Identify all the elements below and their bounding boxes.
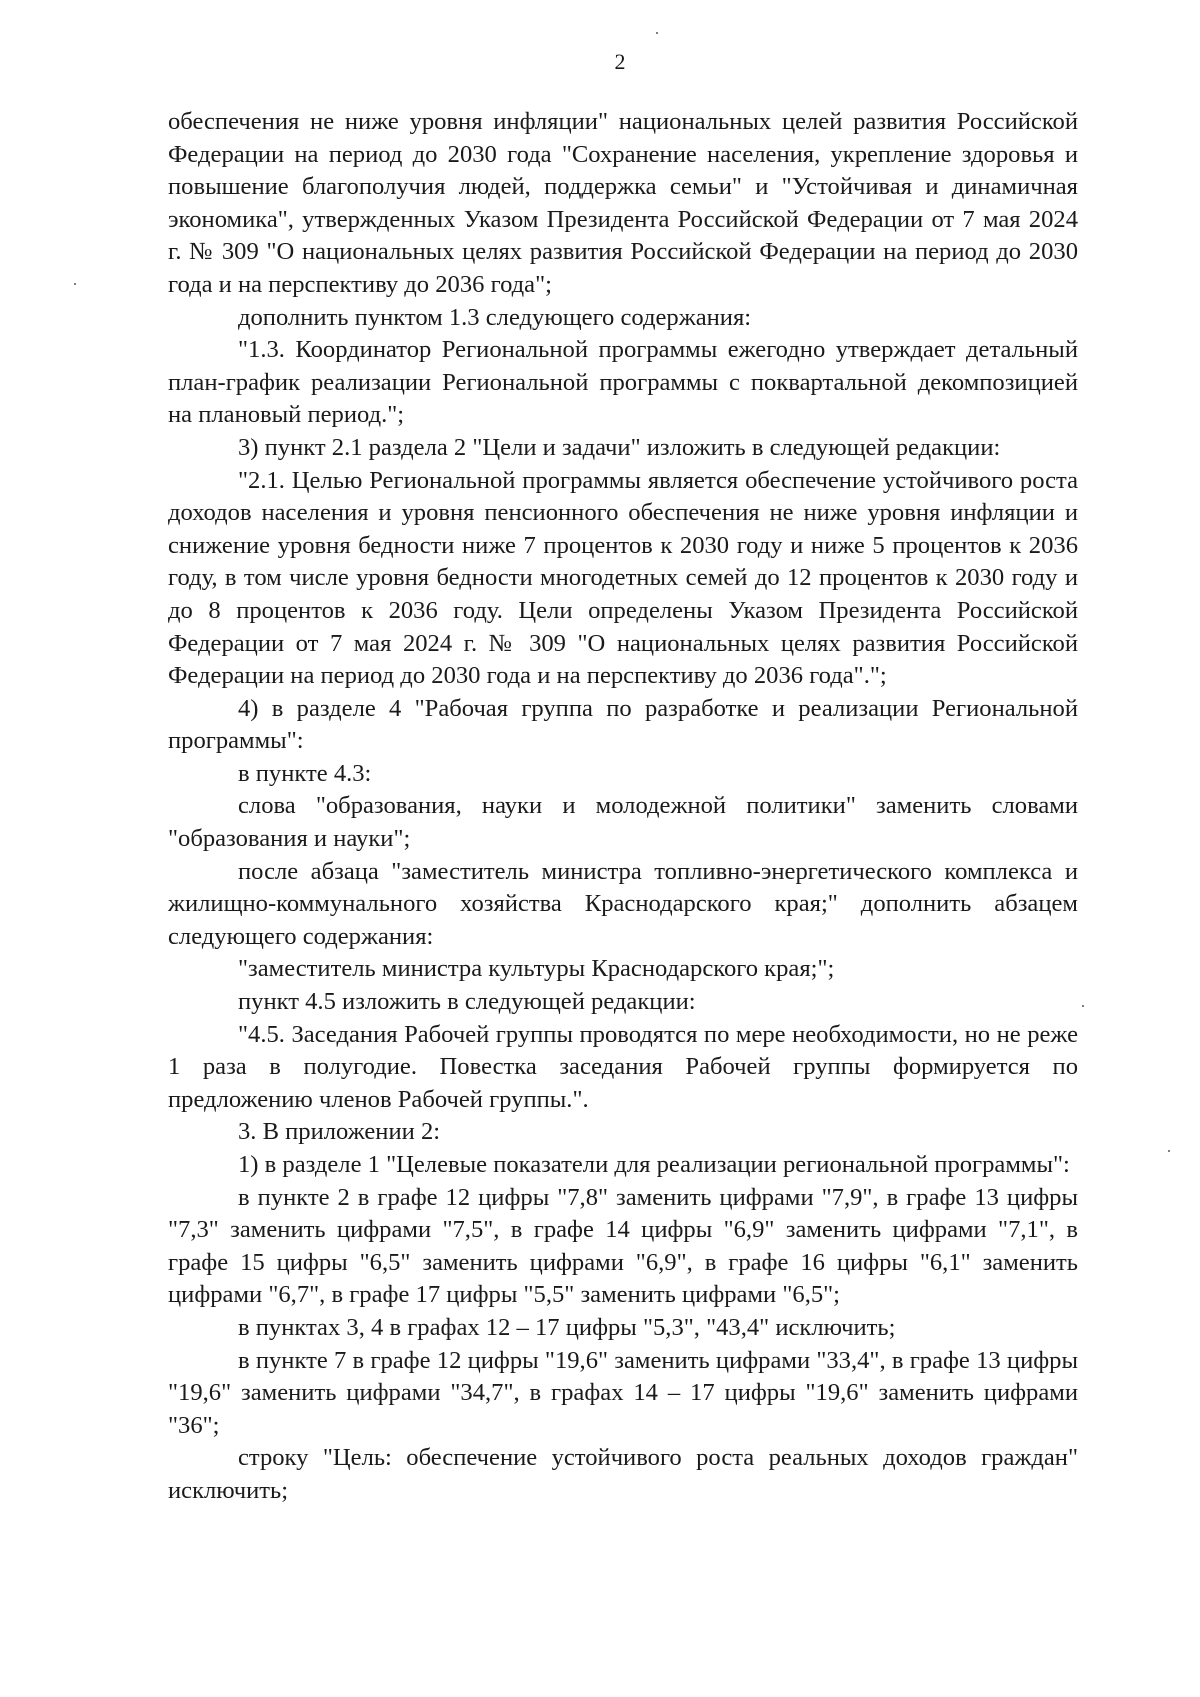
scan-speck <box>1168 1150 1170 1152</box>
paragraph: "1.3. Координатор Региональной программы ежегодно утверждает детальный план-график реализации Региональной программы с поквартальной декомпозицией на плановый период."; <box>168 336 1078 429</box>
paragraph: в пункте 7 в графе 12 цифры "19,6" заменить цифрами "33,4", в графе 13 цифры "19,6" заменить цифрами "34,7", в графах 14 – 17 цифры "19,6" заменить цифрами "36"; <box>168 1346 1078 1439</box>
paragraph: в пункте 2 в графе 12 цифры "7,8" заменить цифрами "7,9", в графе 13 цифры "7,3" заменить цифрами "7,5", в графе 14 цифры "6,9" заменить цифрами "7,1", в графе 15 цифры "6,5" заменить цифрами "6,9", в графе 16 цифры "6,1" заменить цифрами "6,7", в графе 17 цифры "5,5" заменить цифрами "6,5"; <box>168 1183 1078 1309</box>
page-number: 2 <box>614 49 626 74</box>
scan-speck <box>1082 1005 1084 1007</box>
paragraph: "заместитель министра культуры Краснодарского края;"; <box>238 955 835 983</box>
paragraph: 4) в разделе 4 "Рабочая группа по разработке и реализации Региональной программы": <box>168 694 1078 755</box>
paragraph: "4.5. Заседания Рабочей группы проводятся по мере необходимости, но не реже 1 раза в полугодие. Повестка заседания Рабочей группы формируется по предложению членов Рабочей группы.". <box>168 1020 1078 1113</box>
paragraph: 1) в разделе 1 "Целевые показатели для реализации региональной программы": <box>238 1151 1070 1178</box>
paragraph: слова "образования, науки и молодежной политики" заменить словами "образования и науки"; <box>168 792 1078 853</box>
paragraph: в пунктах 3, 4 в графах 12 – 17 цифры "5,3", "43,4" исключить; <box>238 1313 896 1341</box>
paragraph: 3) пункт 2.1 раздела 2 "Цели и задачи" изложить в следующей редакции: <box>238 433 1001 461</box>
scan-speck <box>74 283 76 285</box>
document-body <box>168 106 1078 1508</box>
paragraph: пункт 4.5 изложить в следующей редакции: <box>238 988 696 1016</box>
paragraph: "2.1. Целью Региональной программы является обеспечение устойчивого роста доходов населения и уровня пенсионного обеспечения не ниже уровня инфляции и снижение уровня бедности ниже 7 процентов к 2030 году и ниже 5 процентов к 2036 году, в том числе уровня бедности многодетных семей до 12 процентов к 2030 году и до 8 процентов к 2036 году. Цели определены Указом Президента Российской Федерации от 7 мая 2024 г. № 309 "О национальных целях развития Российской Федерации на период до 2030 года и на перспективу до 2036 года"."; <box>168 466 1078 690</box>
paragraph: строку "Цель: обеспечение устойчивого роста реальных доходов граждан" исключить; <box>168 1444 1078 1504</box>
scan-speck <box>656 32 658 34</box>
paragraph: обеспечения не ниже уровня инфляции" национальных целей развития Российской Федерации на период до 2030 года "Сохранение населения, укрепление здоровья и повышение благополучия людей, поддержка семьи" и "Устойчивая и динамичная экономика", утвержденных Указом Президента Российской Федерации от 7 мая 2024 г. № 309 "О национальных целях развития Российской Федерации на период до 2030 года и на перспективу до 2036 года"; <box>168 108 1078 298</box>
paragraph: после абзаца "заместитель министра топливно-энергетического комплекса и жилищно-коммунального хозяйства Краснодарского края;" дополнить абзацем следующего содержания: <box>168 857 1078 950</box>
paragraph: 3. В приложении 2: <box>238 1118 441 1146</box>
paragraph: дополнить пунктом 1.3 следующего содержания: <box>238 303 752 331</box>
paragraph: в пункте 4.3: <box>238 759 372 787</box>
